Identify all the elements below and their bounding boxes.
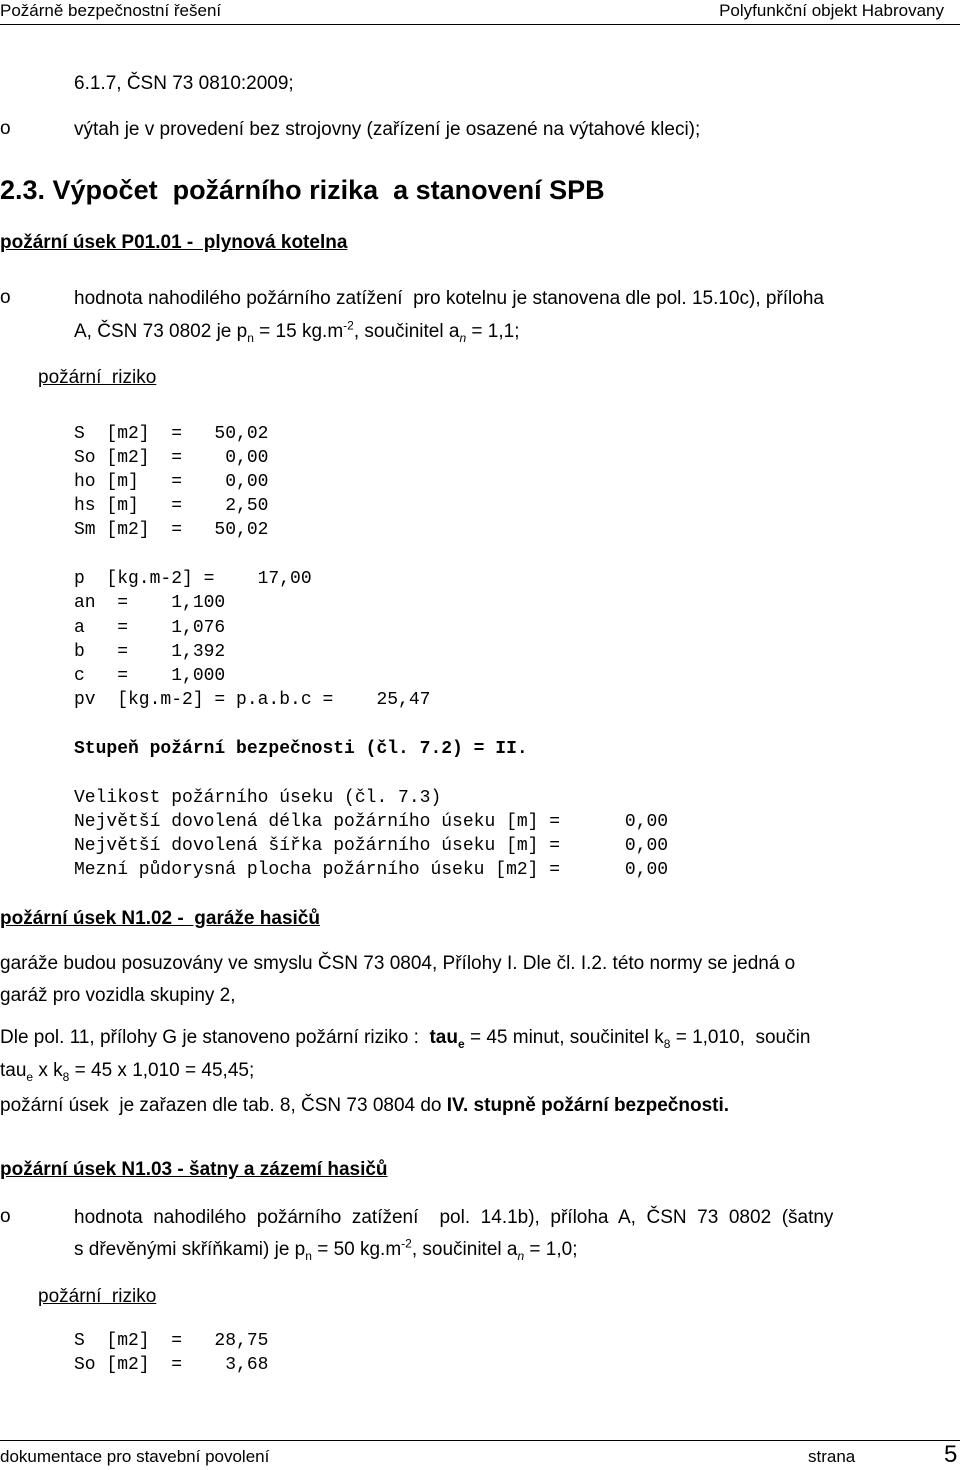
calc-line: c = 1,000 [74,666,226,686]
n102-para1-line1: garáže budou posuzovány ve smyslu ČSN 73 0804, Přílohy I. Dle čl. I.2. této normy se jedná o [0,953,796,974]
lift-note: výtah je v provedení bez strojovny (zařízení je osazené na výtahové kleci); [74,119,701,140]
fire-section-n103-title: požární úsek N1.03 - šatny a zázemí hasičů [0,1159,388,1180]
n102-para2-line1: Dle pol. 11, přílohy G je stanoveno požární riziko : tau$_e$ = 45 minut, součinitel $k_8 = 1,010$, součin [0,1027,811,1051]
section-size-line: Největší dovolená délka požárního úseku [m] = 0,00 [74,812,669,832]
fire-section-p0101-title: požární úsek P01.01 - plynová kotelna [0,232,348,253]
n103-load-line1: hodnota nahodilého požárního zatížení pol. 14.1b), příloha A, ČSN 73 0802 (šatny [74,1207,834,1228]
footer-left: dokumentace pro stavební povolení [0,1447,270,1466]
p0101-load-line1: hodnota nahodilého požárního zatížení pro kotelnu je stanovena dle pol. 15.10c), příloha [74,288,824,309]
section-size-line: Mezní půdorysná plocha požárního úseku [m2] = 0,00 [74,860,669,880]
calc-line: ho [m] = 0,00 [74,472,269,492]
calc-line: Sm [m2] = 50,02 [74,520,269,540]
bullet-marker: o [0,1206,11,1227]
calc-line: pv [kg.m-2] = p.a.b.c = 25,47 [74,690,431,710]
footer-strana-label: strana [808,1447,856,1466]
standard-reference: 6.1.7, ČSN 73 0810:2009; [74,73,294,94]
bullet-marker: o [0,287,11,308]
calc-line: S [m2] = 28,75 [74,1331,269,1351]
fire-section-n102-title: požární úsek N1.02 - garáže hasičů [0,908,320,929]
n102-para3: požární úsek je zařazen dle tab. 8, ČSN 73 0804 do IV. stupně požární bezpečnosti. [0,1095,730,1116]
calc-line: So [m2] = 0,00 [74,448,269,468]
fire-safety-degree: Stupeň požární bezpečnosti (čl. 7.2) = II. [74,739,528,759]
fire-risk-heading: požární riziko [38,367,157,388]
header-right: Polyfunkční objekt Habrovany [719,1,944,20]
n103-load-line2: s dřevěnými skříňkami) je $p_n = 50$ $kg.m^{-2}$, součinitel $a_n = 1,0$; [74,1236,578,1263]
calc-line: S [m2] = 50,02 [74,424,269,444]
calc-line: b = 1,392 [74,642,226,662]
bullet-marker: o [0,118,11,139]
section-size-line: Největší dovolená šířka požárního úseku [m] = 0,00 [74,836,669,856]
fire-risk-heading: požární riziko [38,1286,157,1307]
calc-line: an = 1,100 [74,593,226,613]
calc-line: So [m2] = 3,68 [74,1355,269,1375]
header-rule [0,24,960,25]
calc-line: a = 1,076 [74,618,226,638]
p0101-load-line2: A, ČSN 73 0802 je $p_n = 15$ $kg.m^{-2}$, součinitel $a_n = 1,1$; [74,318,520,345]
header-left: Požárně bezpečnostní řešení [0,1,222,20]
calc-line: p [kg.m-2] = 17,00 [74,569,312,589]
calc-line: hs [m] = 2,50 [74,496,269,516]
n102-para1-line2: garáž pro vozidla skupiny 2, [0,985,236,1006]
section-size-line: Velikost požárního úseku (čl. 7.3) [74,788,442,808]
n102-para2-line2: tau$_e$ x $k_8 = 45$ x 1,010 = 45,45; [0,1060,255,1084]
footer-rule [0,1440,960,1441]
section-title: 2.3. Výpočet požárního rizika a stanovení SPB [0,175,605,205]
page-number: 5 [944,1441,958,1468]
